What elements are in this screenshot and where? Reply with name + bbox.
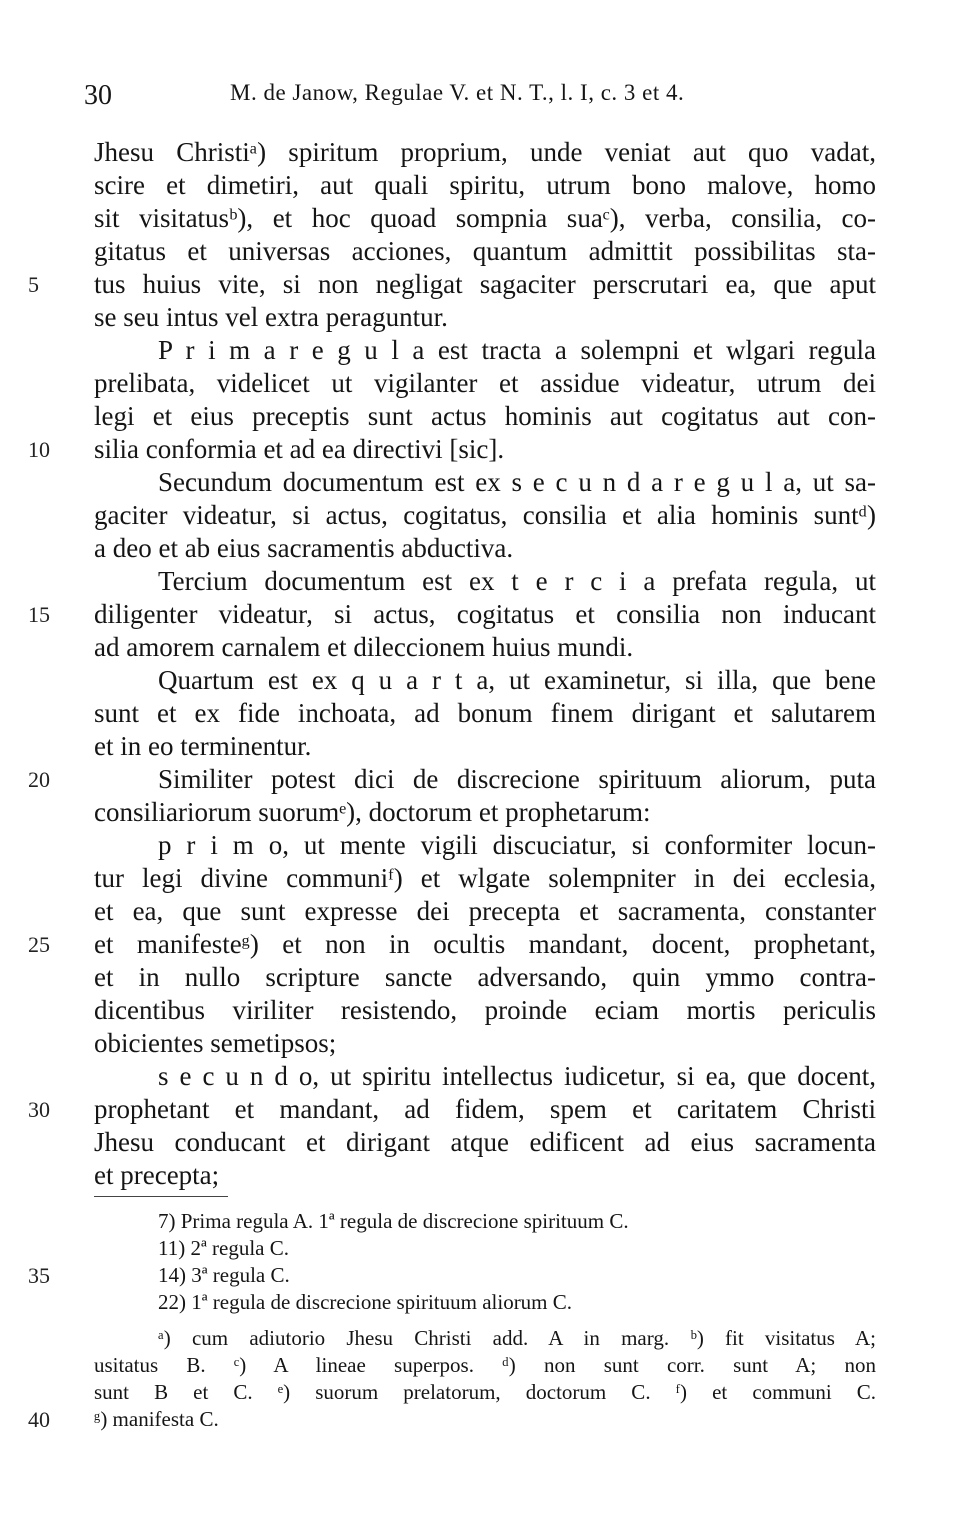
text-line: consiliariorum suorumᵉ), doctorum et prophetarum: [94, 797, 651, 827]
text-line: s e c u n d o, ut spiritu intellectus iudicetur, si ea, que docent, [158, 1061, 876, 1091]
text-line: Jhesu Christiᵃ) spiritum proprium, unde veniat aut quo vadat, [94, 137, 876, 167]
text-line: Secundum documentum est ex s e c u n d a r e g u l a, ut sa- [158, 467, 876, 497]
footnote-line: 40 ᵍ) manifesta C. [28, 1407, 219, 1432]
footnotes [28, 1208, 876, 1433]
text-line: ad amorem carnalem et dileccionem huius mundi. [94, 632, 634, 662]
text-line: scire et dimetiri, aut quali spiritu, utrum bono malove, homo [94, 170, 876, 200]
text-line: 20 Similiter potest dici de discrecione spirituum aliorum, puta [28, 764, 876, 794]
text-line: Jhesu conducant et dirigant atque edificent ad eius sacramenta [94, 1127, 876, 1157]
page-header [84, 80, 884, 116]
page-number: 30 [84, 80, 112, 111]
text-line: Tercium documentum est ex t e r c i a prefata regula, ut [158, 566, 876, 596]
text-line: 30 prophetant et mandant, ad fidem, spem et caritatem Christi [28, 1094, 876, 1124]
line-number: 30 [28, 1097, 50, 1122]
body-text [28, 136, 876, 1192]
line-number: 40 [28, 1407, 50, 1432]
text-line: et ea, que sunt expresse dei precepta et sacramenta, constanter [94, 896, 876, 926]
apparatus-note: 11) 2ª regula C. [158, 1236, 289, 1260]
text-line: se seu intus vel extra peraguntur. [94, 302, 448, 332]
text-line: P r i m a r e g u l a est tracta a solempni et wlgari regula [158, 335, 876, 365]
footnote-line: sunt B et C. ᵉ) suorum prelatorum, doctorum C. ᶠ) et communi C. [94, 1380, 876, 1404]
footnote-separator [94, 1196, 228, 1197]
line-number: 35 [28, 1263, 50, 1288]
text-line: Quartum est ex q u a r t a, ut examinetur, si illa, que bene [158, 665, 876, 695]
footnote-line: usitatus B. ᶜ) A lineae superpos. ᵈ) non sunt corr. sunt A; non [94, 1353, 876, 1377]
text-line: obicientes semetipsos; [94, 1028, 337, 1058]
text-line: sit visitatusᵇ), et hoc quoad sompnia suaᶜ), verba, consilia, co- [94, 203, 876, 233]
line-number: 5 [28, 272, 39, 297]
text-line: p r i m o, ut mente vigili discuciatur, si conformiter locun- [158, 830, 876, 860]
text-line: gitatus et universas acciones, quantum admittit possibilitas sta- [94, 236, 876, 266]
running-title: M. de Janow, Regulae V. et N. T., l. I, c. 3 et 4. [230, 80, 685, 105]
line-number: 10 [28, 437, 50, 462]
text-line: tur legi divine communiᶠ) et wlgate solempniter in dei ecclesia, [94, 863, 876, 893]
text-line: dicentibus viriliter resistendo, proinde eciam mortis periculis [94, 995, 876, 1025]
apparatus-note: 35 14) 3ª regula C. [28, 1263, 290, 1288]
text-line: legi et eius preceptis sunt actus hominis aut cogitatus aut con- [94, 401, 876, 431]
text-line: a deo et ab eius sacramentis abductiva. [94, 533, 514, 563]
apparatus-note: 22) 1ª regula de discrecione spirituum aliorum C. [158, 1290, 573, 1314]
text-line: 10 silia conformia et ad ea directivi [sic]. [28, 434, 505, 464]
text-line: 15 diligenter videatur, si actus, cogitatus et consilia non inducant [28, 599, 876, 629]
text-line: 5 tus huius vite, si non negligat sagaciter perscrutari ea, que aput [28, 269, 876, 299]
apparatus-note: 7) Prima regula A. 1ª regula de discrecione spirituum C. [158, 1209, 629, 1233]
line-number: 15 [28, 602, 50, 627]
text-line: sunt et ex fide inchoata, ad bonum finem dirigant et salutarem [94, 698, 876, 728]
line-number: 20 [28, 767, 50, 792]
text-line: prelibata, videlicet ut vigilanter et assidue videatur, utrum dei [94, 368, 876, 398]
line-number: 25 [28, 932, 50, 957]
footnote-line: ᵃ) cum adiutorio Jhesu Christi add. A in marg. ᵇ) fit visitatus A; [158, 1326, 876, 1350]
text-line: et in nullo scripture sancte adversando, quin ymmo contra- [94, 962, 876, 992]
text-line: et precepta; [94, 1160, 220, 1190]
text-line: 25 et manifesteᵍ) et non in ocultis mandant, docent, prophetant, [28, 929, 876, 959]
text-line: gaciter videatur, si actus, cogitatus, consilia et alia hominis suntᵈ) [94, 500, 876, 530]
text-line: et in eo terminentur. [94, 731, 312, 761]
